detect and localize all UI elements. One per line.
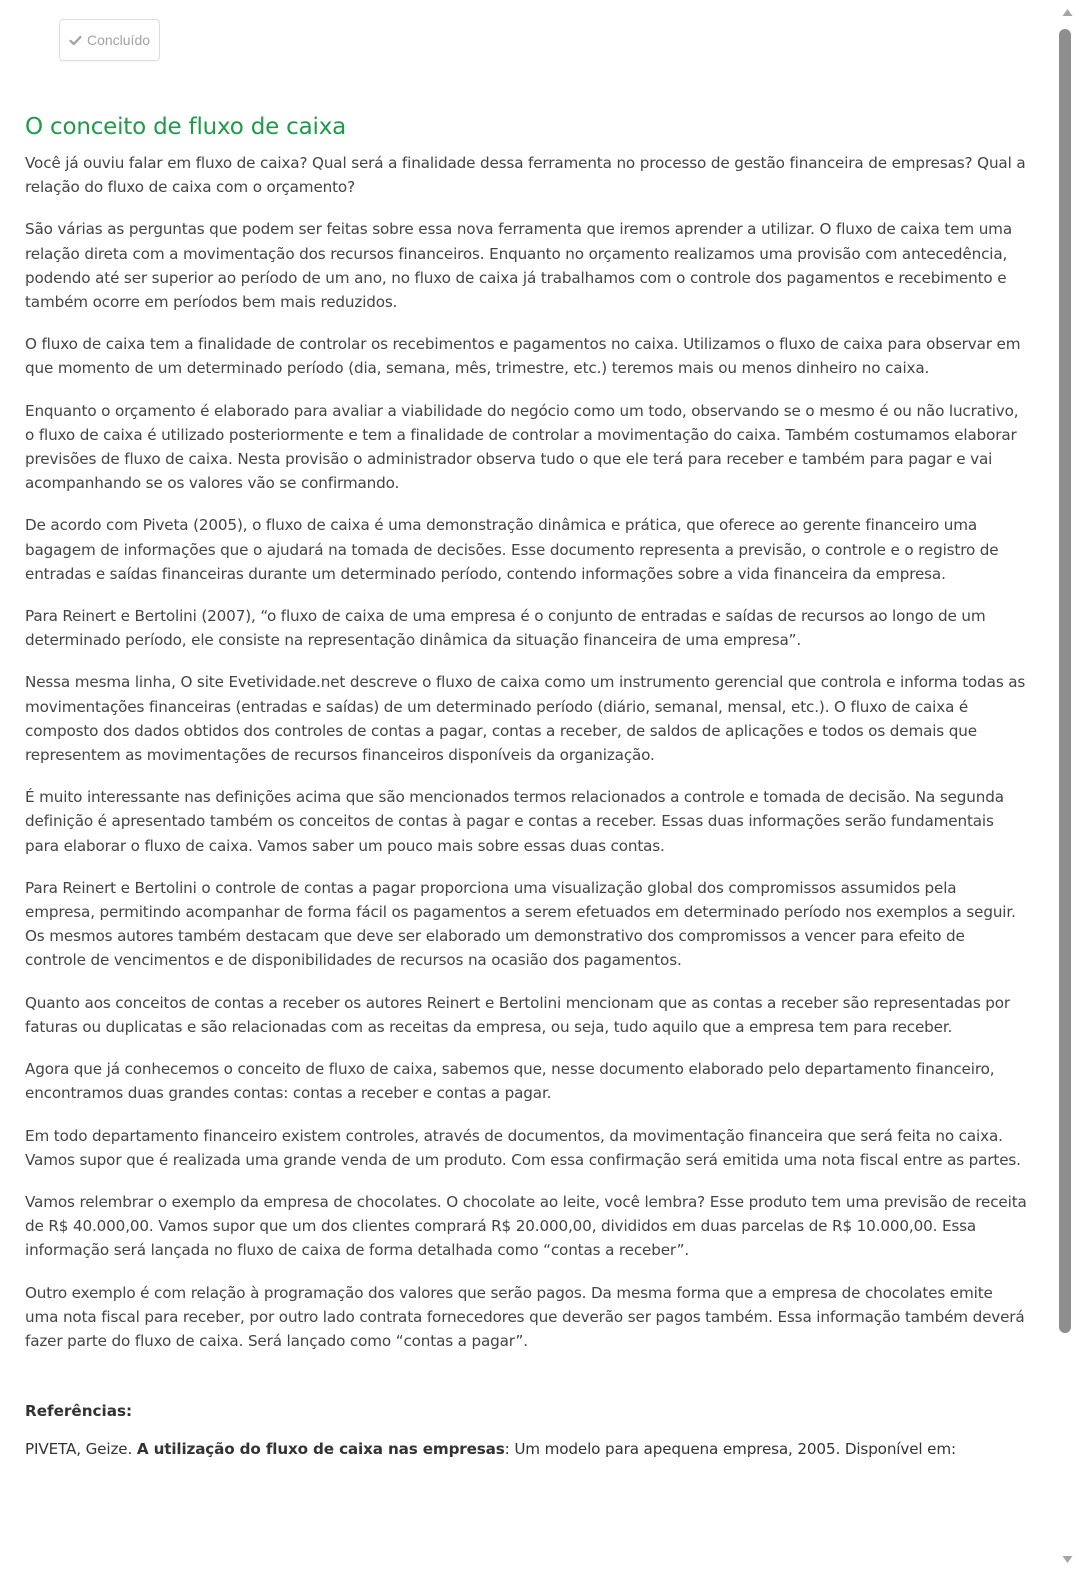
paragraph: Outro exemplo é com relação à programação dos valores que serão pagos. Da mesma forma que a empresa de chocolates emite uma nota fiscal para receber, por outro lado contrata fornecedores que deverão ser pagos também. Essa informação também deverá fazer parte do fluxo de caixa. Será lançado como “contas a pagar”. [25,1283,1025,1350]
reference-item [25,1437,1028,1461]
check-icon [69,34,82,47]
paragraph: Vamos relembrar o exemplo da empresa de chocolates. O chocolate ao leite, você lembra? Esse produto tem uma previsão de receita de R$ 40.000,00. Vamos supor que um dos clientes comprará R$ 20.000,00, divididos em duas parcelas de R$ 10.000,00. Essa informação será lançada no fluxo de caixa de forma detalhada como “contas a receber”. [25,1192,1027,1260]
paragraph: Agora que já conhecemos o conceito de fluxo de caixa, sabemos que, nesse documento elaborado pelo departamento financeiro, encontramos duas grandes contas: contas a receber e contas a pagar. [25,1060,995,1103]
paragraph: Nessa mesma linha, O site Evetividade.net descreve o fluxo de caixa como um instrumento gerencial que controla e informa todas as movimentações financeiras (entradas e saídas) de um determinado período (diário, semanal, mensal, etc.). O fluxo de caixa é composto dos dados obtidos dos controles de contas a pagar, contas a receber, de saldos de aplicações e todos os demais que representem as movimentações de recursos financeiros disponíveis da organização. [25,673,1026,765]
paragraph: Para Reinert e Bertolini (2007), “o fluxo de caixa de uma empresa é o conjunto de entradas e saídas de recursos ao longo de um determinado período, ele consiste na representação dinâmica da situação financeira de uma empresa”. [25,607,986,650]
paragraph: Enquanto o orçamento é elaborado para avaliar a viabilidade do negócio como um todo, observando se o mesmo é ou não lucrativo, o fluxo de caixa é utilizado posteriormente e tem a finalidade de controlar a movimentação do caixa. Também costumamos elaborar previsões de fluxo de caixa. Nesta provisão o administrador observa tudo o que ele terá para receber e também para pagar e vai acompanhando se os valores vão se confirmando. [25,401,1019,493]
vertical-scrollbar[interactable] [1056,0,1079,1574]
article [25,111,1028,1461]
reference-title: A utilização do fluxo de caixa nas empresas [136,1440,505,1459]
paragraph: Você já ouviu falar em fluxo de caixa? Qual será a finalidade dessa ferramenta no processo de gestão financeira de empresas? Qual a relação do fluxo de caixa com o orçamento? [25,154,1026,197]
scroll-up-arrow-icon[interactable] [1061,7,1074,17]
article-title: O conceito de fluxo de caixa [25,114,347,140]
reference-author: PIVETA, Geize. [25,1440,137,1459]
paragraph: Para Reinert e Bertolini o controle de contas a pagar proporciona uma visualização global dos compromissos assumidos pela empresa, permitindo acompanhar de forma fácil os pagamentos a serem efetuados em determinado período nos exemplos a seguir. Os mesmos autores também destacam que deve ser elaborado um demonstrativo dos compromissos a vencer para efeito de controle de vencimentos e de disponibilidades de recursos na ocasião dos pagamentos. [25,878,1016,970]
paragraph: Quanto aos conceitos de contas a receber os autores Reinert e Bertolini mencionam que as contas a receber são representadas por faturas ou duplicatas e são relacionadas com as receitas da empresa, ou seja, tudo aquilo que a empresa tem para receber. [25,993,1011,1036]
completed-button-label: Concluído [86,32,151,48]
paragraph: De acordo com Piveta (2005), o fluxo de caixa é uma demonstração dinâmica e prática, que oferece ao gerente financeiro uma bagagem de informações que o ajudará na tomada de decisões. Esse documento representa a previsão, o controle e o registro de entradas e saídas financeiras durante um determinado período, contendo informações sobre a vida financeira da empresa. [25,516,999,583]
paragraph: São várias as perguntas que podem ser feitas sobre essa nova ferramenta que iremos aprender a utilizar. O fluxo de caixa tem uma relação direta com a movimentação dos recursos financeiros. Enquanto no orçamento realizamos uma provisão com antecedência, podendo até ser superior ao período de um ano, no fluxo de caixa já trabalhamos com o controle dos pagamentos e recebimento e também ocorre em períodos bem mais reduzidos. [25,220,1012,312]
reference-details: : Um modelo para apequena empresa, 2005. Disponível em: [504,1440,956,1459]
completed-button[interactable] [59,19,160,61]
references-heading: Referências: [25,1402,133,1421]
paragraph: O fluxo de caixa tem a finalidade de controlar os recebimentos e pagamentos no caixa. Utilizamos o fluxo de caixa para observar em que momento de um determinado período (dia, semana, mês, trimestre, etc.) teremos mais ou menos dinheiro no caixa. [25,335,1021,378]
scrollbar-thumb[interactable] [1059,29,1071,1333]
paragraph: Em todo departamento financeiro existem controles, através de documentos, da movimentação financeira que será feita no caixa. Vamos supor que é realizada uma grande venda de um produto. Com essa confirmação será emitida uma nota fiscal entre as partes. [25,1126,1021,1169]
paragraph: É muito interessante nas definições acima que são mencionados termos relacionados a controle e tomada de decisão. Na segunda definição é apresentado também os conceitos de contas à pagar e contas a receber. Essas duas informações serão fundamentais para elaborar o fluxo de caixa. Vamos saber um pouco mais sobre essas duas contas. [25,788,1004,855]
scroll-down-arrow-icon[interactable] [1061,1555,1074,1565]
